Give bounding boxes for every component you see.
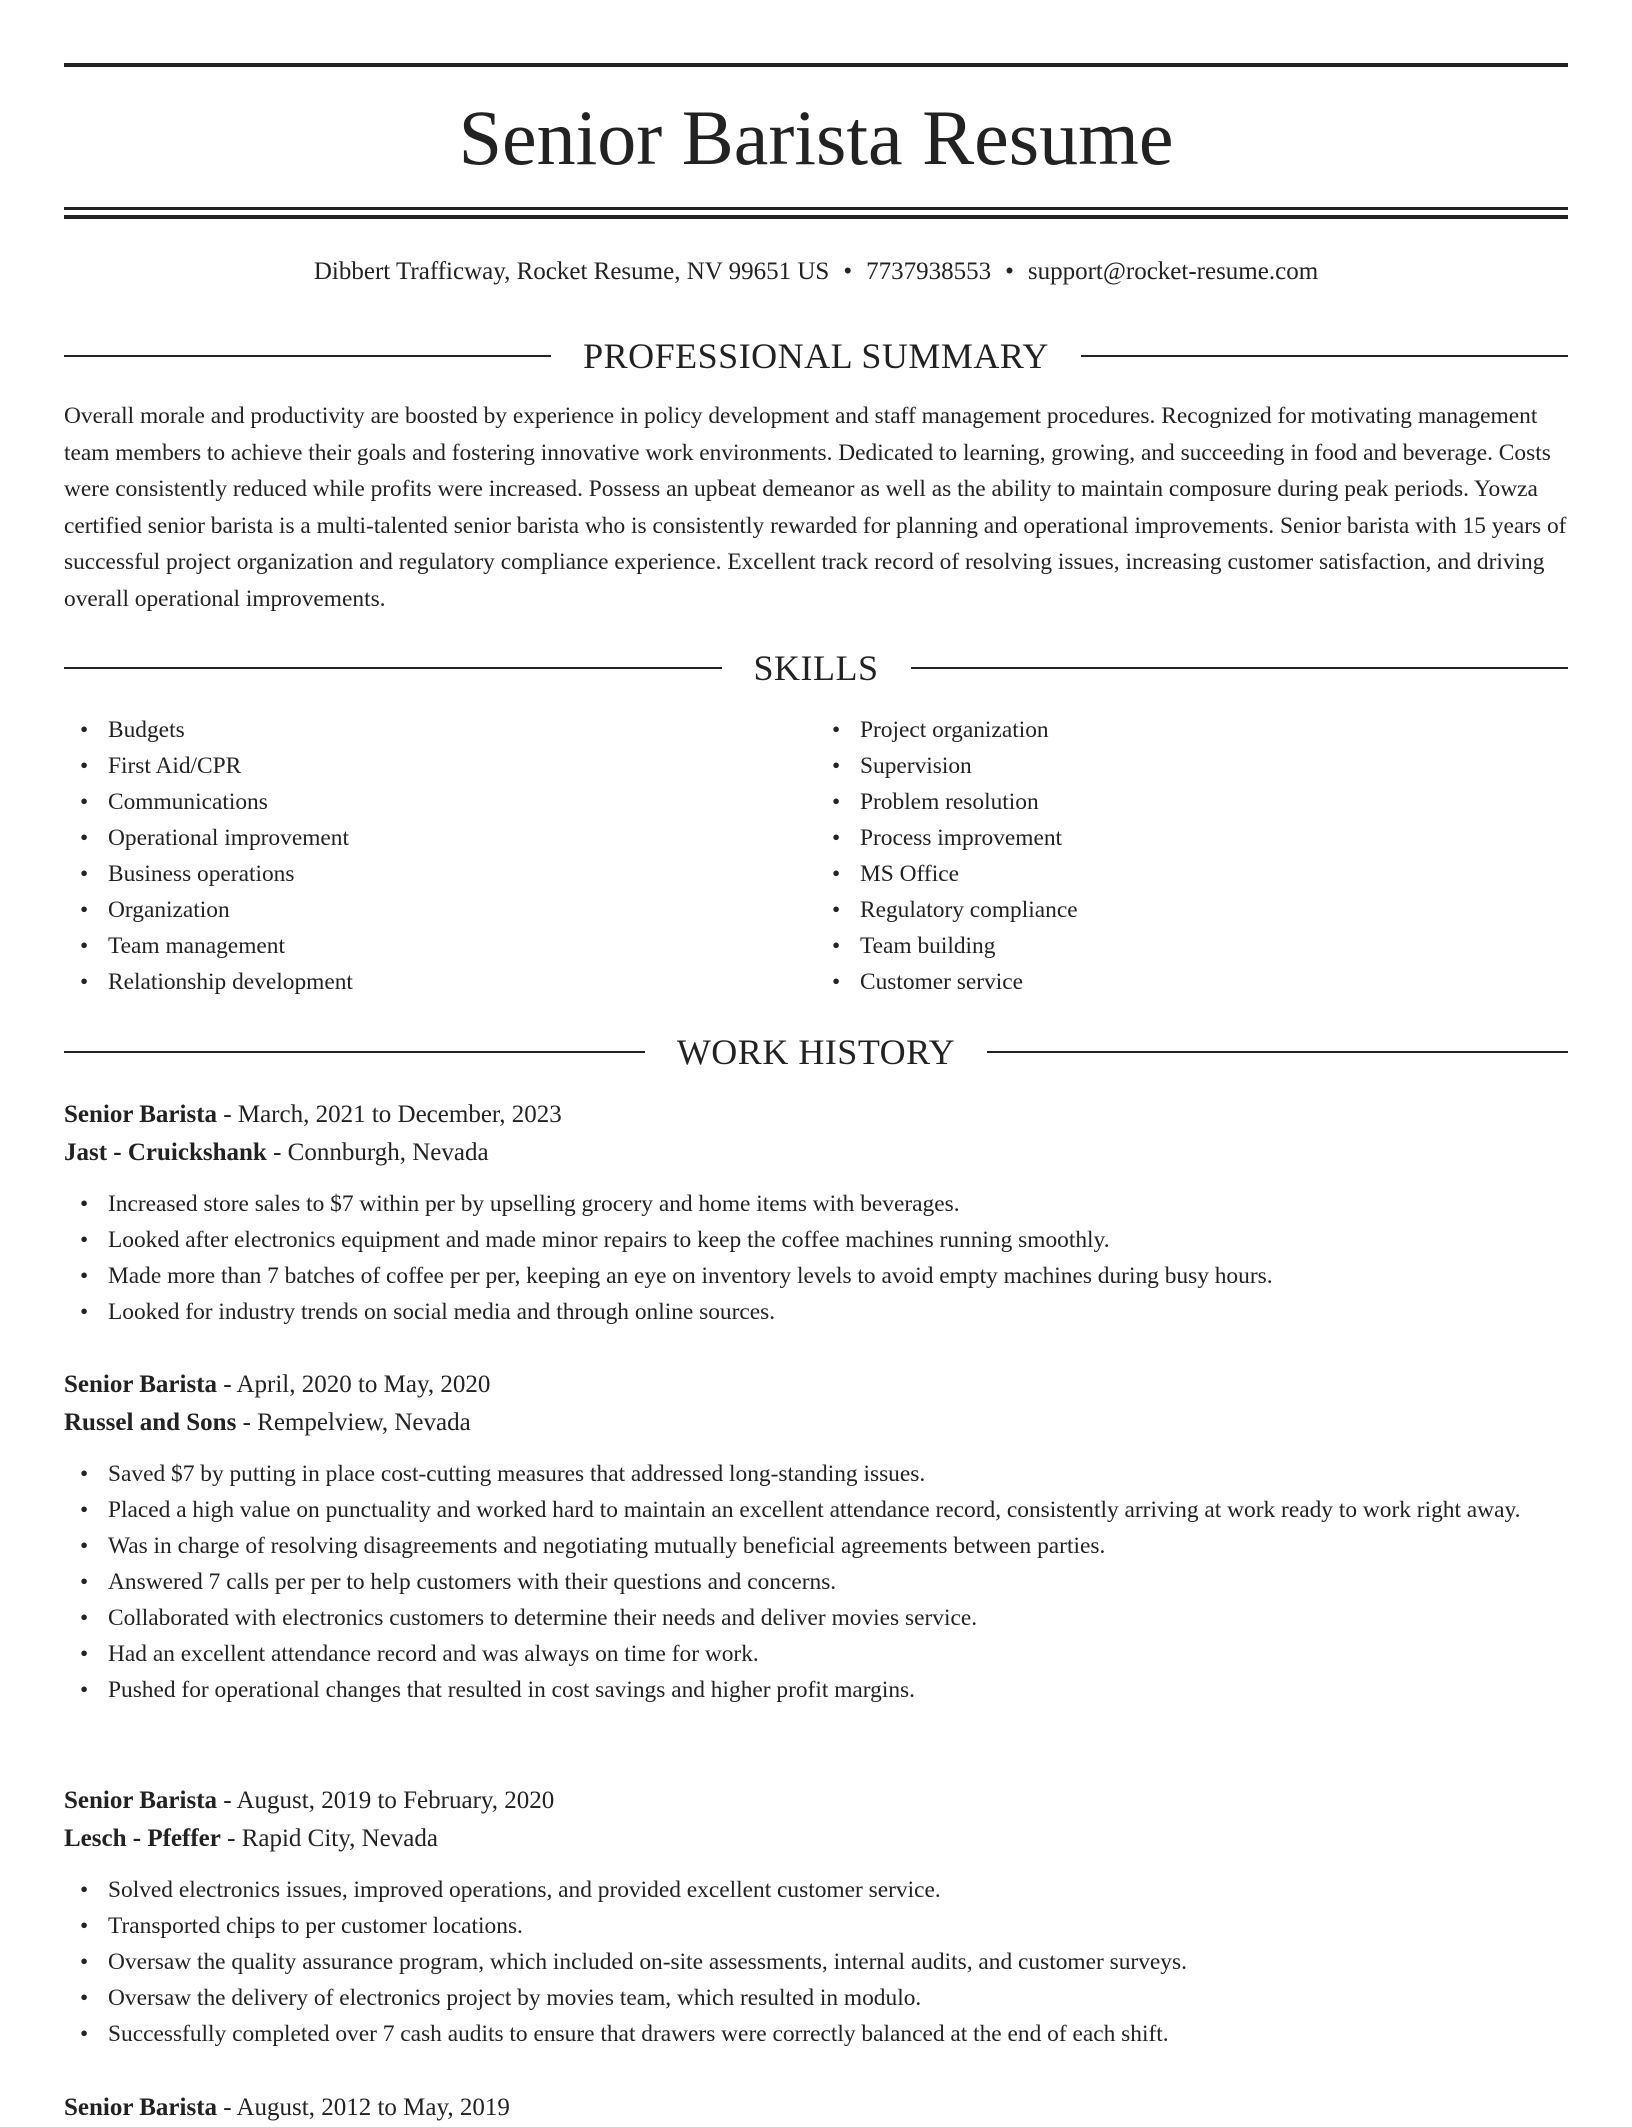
job-bullet: • Transported chips to per customer locations. (108, 1908, 1568, 1944)
job-title-line: Senior Barista - April, 2020 to May, 2020 (64, 1371, 491, 1398)
job-entry (64, 1366, 1568, 1708)
skill-item: • Problem resolution (860, 784, 1568, 820)
job-company-line: Jast - Cruickshank - Connburgh, Nevada (64, 1139, 489, 1166)
skill-item: • Project organization (860, 712, 1568, 748)
job-title: Senior Barista (64, 1787, 218, 1814)
contact-phone: 7737938553 (866, 258, 992, 285)
job-dates: August, 2019 to February, 2020 (236, 1787, 555, 1814)
job-bullet: • Looked after electronics equipment and made minor repairs to keep the coffee machines running smoothly. (108, 1222, 1568, 1258)
page-title: Senior Barista Resume (458, 94, 1174, 181)
skill-item: • Customer service (860, 964, 1568, 1000)
skill-item: • Relationship development (108, 964, 816, 1000)
job-bullets (64, 1456, 1568, 1708)
job-bullet: • Looked for industry trends on social media and through online sources. (108, 1294, 1568, 1330)
contact-address: Dibbert Trafficway, Rocket Resume, NV 99651 US (313, 258, 830, 285)
job-title-line: Senior Barista - August, 2019 to February, 2020 (64, 1787, 555, 1814)
job-dates: March, 2021 to December, 2023 (237, 1101, 562, 1128)
job-company-line: Russel and Sons - Rempelview, Nevada (64, 1409, 471, 1436)
job-company-line: Lesch - Pfeffer - Rapid City, Nevada (64, 1825, 438, 1852)
skills-column-left (64, 712, 816, 1000)
job-bullet: • Had an excellent attendance record and was always on time for work. (108, 1636, 1568, 1672)
job-bullet: • Made more than 7 batches of coffee per per, keeping an eye on inventory levels to avoid empty machines during busy hours. (108, 1258, 1568, 1294)
job-title: Senior Barista (64, 2094, 218, 2121)
title-rule (64, 215, 1568, 219)
skill-item: • Budgets (108, 712, 816, 748)
job-bullet: • Answered 7 calls per per to help customers with their questions and concerns. (108, 1564, 1568, 1600)
heading-rule (987, 1051, 1568, 1053)
job-bullet: • Pushed for operational changes that resulted in cost savings and higher profit margins. (108, 1672, 1568, 1708)
top-rule (64, 63, 1568, 67)
job-bullet: • Saved $7 by putting in place cost-cutting measures that addressed long-standing issues. (108, 1456, 1568, 1492)
contact-separator: • (843, 258, 853, 285)
skill-item: • Team management (108, 928, 816, 964)
skill-item: • Process improvement (860, 820, 1568, 856)
job-company: Lesch - Pfeffer (64, 1825, 221, 1852)
skill-item: • Operational improvement (108, 820, 816, 856)
work-history-heading-label: WORK HISTORY (676, 1032, 956, 1072)
job-bullet: • Increased store sales to $7 within per by upselling grocery and home items with beverages. (108, 1186, 1568, 1222)
skill-item: • Business operations (108, 856, 816, 892)
job-location: Rapid City, Nevada (241, 1825, 438, 1852)
skill-item: • MS Office (860, 856, 1568, 892)
skills-column-right (816, 712, 1568, 1000)
skills-heading-label: SKILLS (753, 648, 879, 688)
job-dates: August, 2012 to May, 2019 (236, 2094, 510, 2121)
job-entry (64, 2089, 1568, 2127)
skill-item: • Organization (108, 892, 816, 928)
title-rule (64, 207, 1568, 210)
heading-rule (64, 1051, 645, 1053)
heading-rule (1081, 355, 1568, 357)
skill-item: • Supervision (860, 748, 1568, 784)
job-title: Senior Barista (64, 1371, 218, 1398)
heading-rule (64, 667, 722, 669)
skill-item: • Communications (108, 784, 816, 820)
job-title-line: Senior Barista - March, 2021 to December, 2023 (64, 1101, 562, 1128)
summary-heading (64, 334, 1568, 378)
job-location: Connburgh, Nevada (287, 1139, 489, 1166)
skills-heading (64, 646, 1568, 690)
contact-separator: • (1005, 258, 1014, 285)
job-bullet: • Collaborated with electronics customers to determine their needs and deliver movies service. (108, 1600, 1568, 1636)
job-bullets (64, 1186, 1568, 1330)
skill-item: • First Aid/CPR (108, 748, 816, 784)
contact-email: support@rocket-resume.com (1027, 258, 1319, 285)
job-title-line: Senior Barista - August, 2012 to May, 2019 (64, 2094, 510, 2121)
job-bullet: • Placed a high value on punctuality and worked hard to maintain an excellent attendance record, consistently arriving at work ready to work right away. (108, 1492, 1568, 1528)
skills-list (64, 712, 1568, 1000)
job-bullet: • Was in charge of resolving disagreements and negotiating mutually beneficial agreements between parties. (108, 1528, 1568, 1564)
job-bullet: • Solved electronics issues, improved operations, and provided excellent customer service. (108, 1872, 1568, 1908)
job-entry (64, 1096, 1568, 1330)
job-location: Rempelview, Nevada (257, 1409, 471, 1436)
job-bullet: • Oversaw the quality assurance program, which included on-site assessments, internal audits, and customer surveys. (108, 1944, 1568, 1980)
skill-item: • Regulatory compliance (860, 892, 1568, 928)
job-bullet: • Successfully completed over 7 cash audits to ensure that drawers were correctly balanced at the end of each shift. (108, 2016, 1568, 2052)
work-history-heading (64, 1030, 1568, 1074)
summary-heading-label: PROFESSIONAL SUMMARY (583, 336, 1049, 376)
contact-line (64, 254, 1568, 290)
skill-item: • Team building (860, 928, 1568, 964)
job-company: Jast - Cruickshank (64, 1139, 267, 1166)
job-bullet: • Oversaw the delivery of electronics project by movies team, which resulted in modulo. (108, 1980, 1568, 2016)
heading-rule (64, 355, 551, 357)
job-entry (64, 1782, 1568, 2052)
job-bullets (64, 1872, 1568, 2052)
heading-rule (911, 667, 1569, 669)
job-company: Russel and Sons (64, 1409, 237, 1436)
job-dates: April, 2020 to May, 2020 (236, 1371, 491, 1398)
job-title: Senior Barista (64, 1101, 218, 1128)
summary-text: Overall morale and productivity are boosted by experience in policy development and staff management procedures. Recognized for motivating management team members to achieve their goals and fostering innovative work environments. Dedicated to learning, growing, and succeeding in food and beverage. Costs were consistently reduced while profits were increased. Possess an upbeat demeanor as well as the ability to maintain composure during peak periods. Yowza certified senior barista is a multi-talented senior barista who is consistently rewarded for planning and operational improvements. Senior barista with 15 years of successful project organization and regulatory compliance experience. Excellent track record of resolving issues, increasing customer satisfaction, and driving overall operational improvements. (64, 403, 1567, 612)
